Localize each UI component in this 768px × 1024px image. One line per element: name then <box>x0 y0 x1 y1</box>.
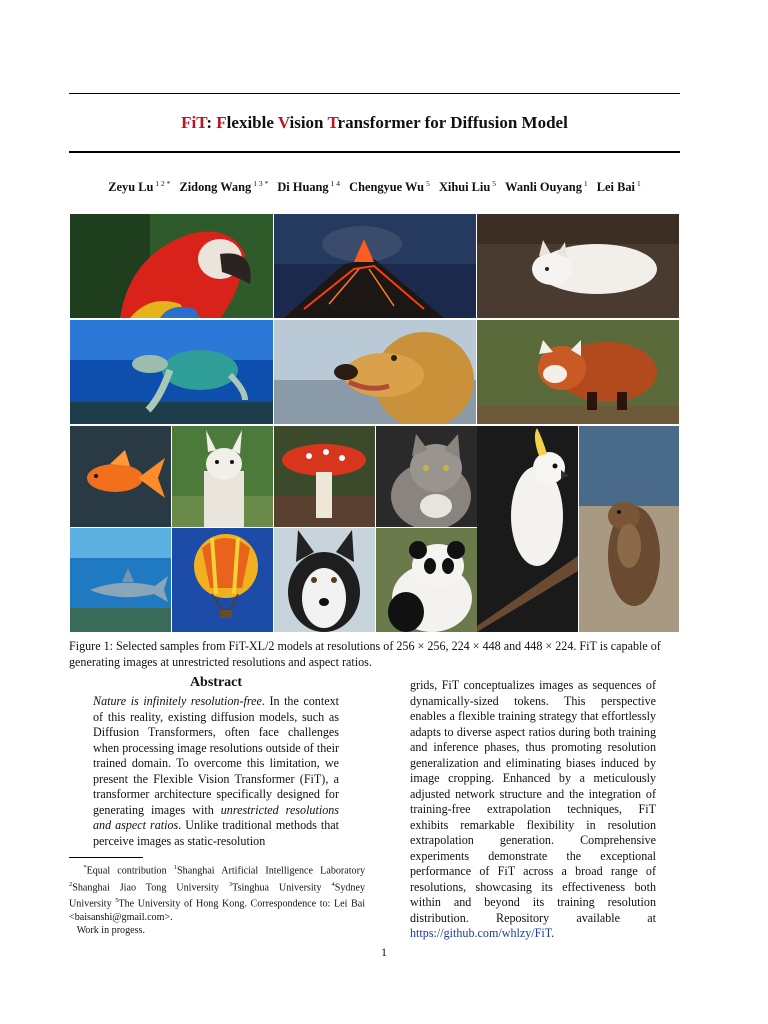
author: Wanli Ouyang $^1$ <box>505 179 588 195</box>
husky-image <box>274 528 375 632</box>
title-rule-bottom <box>69 151 680 153</box>
author-list <box>69 179 680 195</box>
figure-1-image-grid <box>70 214 679 632</box>
footnote: *Equal contribution $^1$Shanghai Artificial Intelligence Laboratory $^2$Shanghai Jiao Tong University $^3$Tsinghua University $^4$Sydney University $^5$The University of Hong Kong. Correspondence to: Lei Bai <baisanshi@gmail.com>. Work in progess. <box>69 864 366 937</box>
otter-image <box>579 426 679 632</box>
title-rule-top <box>69 93 680 94</box>
parrot-image <box>70 214 273 318</box>
golden-retriever-image <box>274 320 476 424</box>
mushroom-image <box>274 426 375 527</box>
author: Zidong Wang $^{1 3 *}$ <box>179 179 269 195</box>
abstract-left-column <box>93 675 339 849</box>
figure-caption: Figure 1: Selected samples from FiT-XL/2 models at resolutions of 256 × 256, 224 × 448 and 448 × 224. FiT is capable of generating images at unrestricted resolutions and aspect ratios. <box>69 639 661 669</box>
llama-image <box>172 426 273 527</box>
abstract-body-left: Nature is infinitely resolution-free. In the context of this reality, existing diffusion models, such as Diffusion Transformers, often face challenges when processing image resolutions outside of their trained domain. To overcome this limitation, we present the Flexible Vision Transformer (FiT), a transformer architecture specifically designed for generating images with unrestricted resolutions and aspect ratios. Unlike traditional methods that perceive images as static-resolution <box>93 694 340 848</box>
abstract-body-right: grids, FiT conceptualizes images as sequences of dynamically-sized tokens. This perspective enables a flexible training strategy that effortlessly adapts to diverse aspect ratios during both training and inference phases, thus promoting resolution generalization and eliminating biases induced by image cropping. Enhanced by a meticulously adjusted network structure and the integration of training-free extrapolation techniques, FiT exhibits remarkable flexibility in resolution extrapolation generation. Comprehensive experiments demonstrate the exceptional performance of FiT across a broad range of resolutions, showcasing its effectiveness both within and beyond its training resolution distribution. Repository available at https://github.com/whlzy/FiT. <box>410 678 656 940</box>
hot-air-balloon-image <box>172 528 273 632</box>
paper-title: FiT: Flexible Vision Transformer for Diffusion Model <box>181 113 568 132</box>
author: Di Huang $^{1 4}$ <box>277 179 341 195</box>
panda-image <box>376 528 477 632</box>
shark-image <box>70 528 171 632</box>
repository-link[interactable]: https://github.com/whlzy/FiT <box>410 926 552 940</box>
footnote-rule <box>69 857 143 858</box>
volcano-image <box>274 214 476 318</box>
red-panda-image <box>477 320 679 424</box>
goldfish-image <box>70 426 171 527</box>
author: Chengyue Wu $^5$ <box>349 179 430 195</box>
cockatoo-image <box>477 426 578 632</box>
author: Xihui Liu $^5$ <box>438 179 496 195</box>
author: Zeyu Lu $^{1 2 *}$ <box>108 179 171 195</box>
page-number: 1 <box>381 945 387 959</box>
abstract-heading: Abstract <box>189 675 243 690</box>
arctic-fox-image <box>477 214 679 318</box>
author: Lei Bai $^1$ <box>596 179 641 195</box>
tabby-cat-image <box>376 426 477 527</box>
sea-turtle-image <box>70 320 273 424</box>
